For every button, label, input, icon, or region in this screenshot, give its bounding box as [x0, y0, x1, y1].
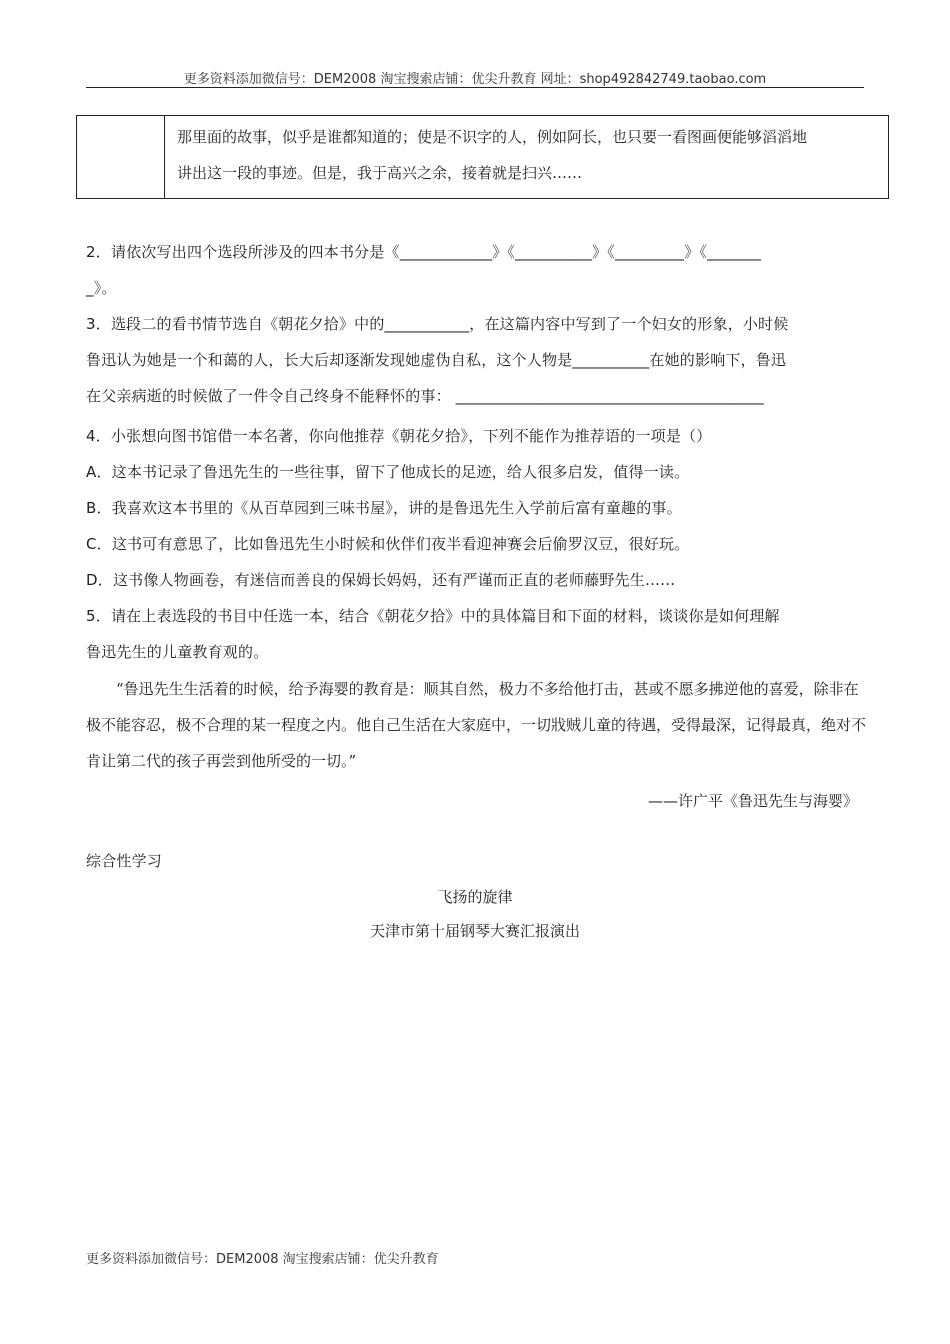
- page-footer: 更多资料添加微信号：DEM2008 淘宝搜索店铺：优尖升教育: [86, 1252, 439, 1267]
- option-d: D．这书像人物画卷，有迷信而善良的保姆长妈妈，还有严谨而正直的老师藤野先生……: [86, 571, 676, 589]
- section-subtitle: 天津市第十届钢琴大赛汇报演出: [369, 922, 580, 940]
- section-title: 飞扬的旋律: [437, 888, 513, 906]
- excerpt-line-1: 那里面的故事，似乎是谁都知道的；使是不识字的人，例如阿长，也只要一看图画便能够滔滔地: [177, 128, 808, 146]
- option-a: A．这本书记录了鲁迅先生的一些往事，留下了他成长的足迹，给人很多启发，值得一读。: [86, 463, 690, 481]
- header-divider: [86, 87, 864, 88]
- question-5-line-2: 鲁迅先生的儿童教育观的。: [86, 643, 269, 661]
- option-c: C．这书可有意思了，比如鲁迅先生小时候和伙伴们夜半看迎神赛会后偷罗汉豆，很好玩。: [86, 535, 690, 553]
- question-3-line-1: 3．选段二的看书情节选自《朝花夕拾》中的___________，在这篇内容中写到了一个妇女的形象，小时候: [86, 315, 789, 333]
- excerpt-line-2: 讲出这一段的事迹。但是，我于高兴之余，接着就是扫兴……: [177, 164, 583, 182]
- excerpt-label-cell: [77, 116, 165, 198]
- question-3-line-2: 鲁迅认为她是一个和蔼的人，长大后却逐渐发现她虚伪自私，这个人物是__________在她的影响下，鲁迅: [86, 351, 787, 369]
- question-3-line-3: 在父亲病逝的时候做了一件令自己终身不能释怀的事： ________________________________________: [86, 387, 764, 405]
- option-b: B．我喜欢这本书里的《从百草园到三味书屋》，讲的是鲁迅先生入学前后富有童趣的事。: [86, 499, 682, 517]
- question-5-line-1: 5．请在上表选段的书目中任选一本，结合《朝花夕拾》中的具体篇目和下面的材料，谈谈你是如何理解: [86, 607, 780, 625]
- question-4: [86, 418, 866, 598]
- page-header: 更多资料添加微信号：DEM2008 淘宝搜索店铺：优尖升教育 网址：shop492842749.taobao.com: [183, 72, 767, 87]
- quote-block: “鲁迅先生生活着的时候，给予海婴的教育是：顺其自然，极力不多给他打击，甚或不愿多拂逆他的喜爱，除非在极不能容忍，极不合理的某一程度之内。他自己生活在大家庭中，一切戕贼儿童的待遇，受得最深，记得最真，绝对不肯让第二代的孩子再尝到他所受的一切。”: [86, 680, 867, 770]
- question-3: [86, 306, 866, 414]
- section-label: 综合性学习: [86, 852, 163, 870]
- excerpt-table: [76, 115, 889, 199]
- question-2: [86, 234, 866, 306]
- excerpt-text-cell: [177, 119, 887, 191]
- question-2-line-1: 2．请依次写出四个选段所涉及的四本书分是《____________》《__________》《_________》《_______: [86, 243, 762, 261]
- quote-attribution: ——许广平《鲁迅先生与海婴》: [647, 792, 858, 810]
- question-2-line-2: _》。: [86, 279, 117, 297]
- question-4-stem: 4．小张想向图书馆借一本名著，你向他推荐《朝花夕拾》，下列不能作为推荐语的一项是（）: [86, 427, 712, 445]
- question-5: [86, 598, 866, 670]
